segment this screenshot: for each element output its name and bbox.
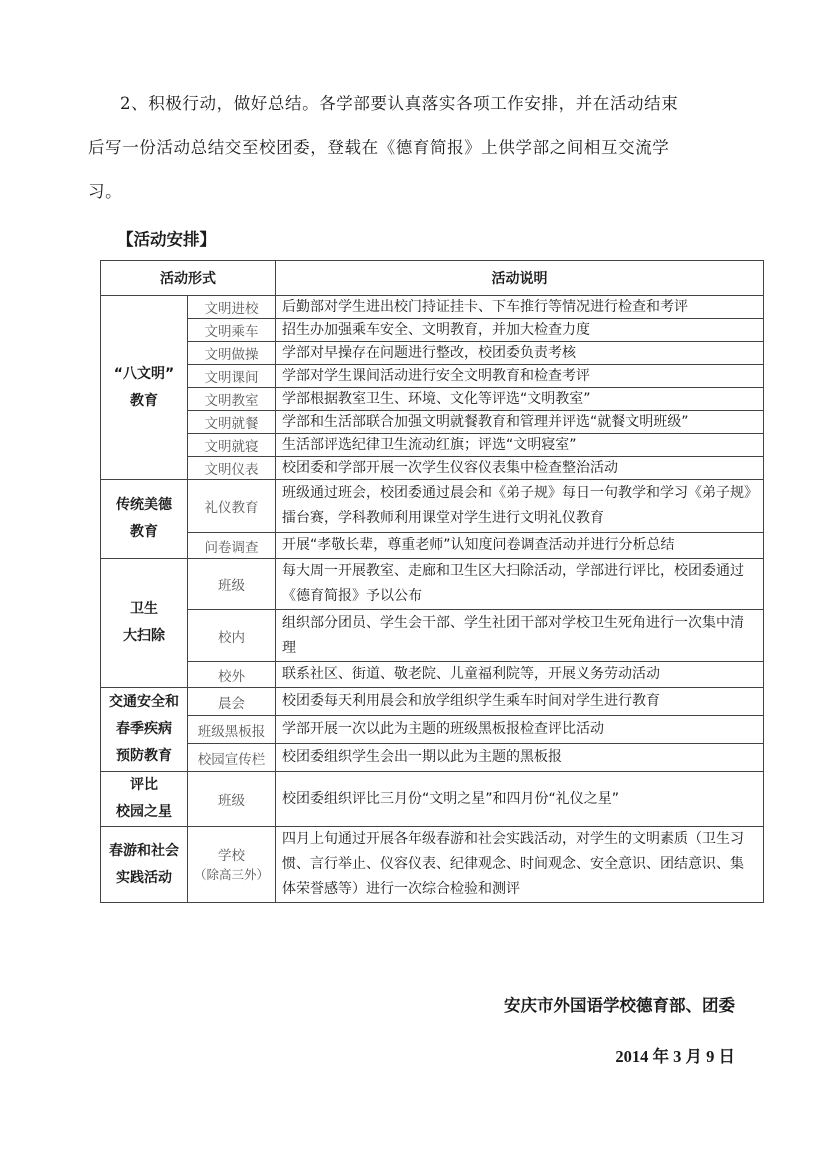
form-label: 学校 — [218, 847, 245, 864]
form-cell — [188, 662, 276, 688]
paragraph-line: 2、积极行动，做好总结。各学部要认真落实各项工作安排，并在活动结束 — [120, 94, 679, 113]
date: 2014 年 3 月 9 日 — [615, 1047, 735, 1066]
table-row — [101, 434, 764, 457]
category-label-line: 大扫除 — [123, 628, 165, 644]
category-label-line: 卫生 — [130, 601, 158, 617]
description-cell: 学部根据教室卫生、环境、文化等评选“文明教室” — [276, 388, 764, 411]
form-label: 文明乘车 — [204, 324, 259, 340]
description-cell: 四月上旬通过开展各年级春游和社会实践活动，对学生的文明素质（卫生习惯、言行举止、仪容仪表、纪律观念、时间观念、安全意识、团结意识、集体荣誉感等）进行一次综合检验和测评 — [276, 827, 764, 903]
category-label-line: “八文明” — [113, 365, 175, 382]
table-row — [101, 319, 764, 342]
table-row — [101, 533, 764, 559]
form-cell — [188, 744, 276, 772]
form-cell — [188, 388, 276, 411]
description-cell: 开展“孝敬长辈，尊重老师”认知度问卷调查活动并进行分析总结 — [276, 533, 764, 559]
description-cell: 联系社区、街道、敬老院、儿童福利院等，开展义务劳动活动 — [276, 662, 764, 688]
description-cell: 生活部评选纪律卫生流动红旗；评选“文明寝室” — [276, 434, 764, 457]
form-cell — [188, 319, 276, 342]
description-cell: 学部对学生课间活动进行安全文明教育和检查考评 — [276, 365, 764, 388]
form-label: 校外 — [218, 668, 245, 685]
category-label-line: 校园之星 — [116, 804, 172, 820]
form-label: 礼仪教育 — [204, 500, 259, 516]
table-row — [101, 480, 764, 533]
form-label: 晨会 — [218, 695, 245, 712]
description-cell: 组织部分团员、学生会干部、学生社团干部对学校卫生死角进行一次集中清理 — [276, 610, 764, 662]
form-cell — [188, 480, 276, 533]
description-cell: 校团委组织评比三月份“文明之星”和四月份“礼仪之星” — [276, 772, 764, 827]
activity-table — [100, 260, 764, 903]
category-cell — [101, 688, 188, 772]
table-row — [101, 365, 764, 388]
table-row — [101, 559, 764, 610]
category-cell — [101, 559, 188, 688]
form-cell — [188, 457, 276, 480]
form-cell — [188, 772, 276, 827]
table-row — [101, 716, 764, 744]
form-cell — [188, 296, 276, 319]
description-cell: 后勤部对学生进出校门持证挂卡、下车推行等情况进行检查和考评 — [276, 296, 764, 319]
table-row — [101, 827, 764, 903]
category-label-line: 春季疾病 — [116, 721, 172, 737]
form-cell — [188, 610, 276, 662]
category-label-line: 传统美德 — [116, 497, 172, 513]
form-label: 班级 — [218, 578, 245, 594]
form-cell — [188, 434, 276, 457]
form-label: 文明仪表 — [204, 462, 259, 478]
form-label: 问卷调查 — [204, 539, 259, 556]
category-cell — [101, 772, 188, 827]
form-label: 文明就餐 — [204, 416, 259, 432]
description-cell: 招生办加强乘车安全、文明教育，并加大检查力度 — [276, 319, 764, 342]
form-label: 文明教室 — [204, 393, 259, 409]
form-label: 校园宣传栏 — [197, 751, 266, 768]
description-cell: 学部对早操存在问题进行整改，校团委负责考核 — [276, 342, 764, 365]
form-label: 文明课间 — [204, 370, 259, 386]
category-label-line: 实践活动 — [116, 869, 172, 886]
form-sublabel: （除高三外） — [194, 866, 270, 882]
table-row — [101, 296, 764, 319]
category-label-line: 预防教育 — [116, 748, 172, 764]
form-label: 班级 — [218, 793, 245, 809]
form-label: 文明进校 — [204, 301, 259, 317]
form-label: 校内 — [218, 629, 245, 646]
paragraph-line: 后写一份活动总结交至校团委，登载在《德育简报》上供学部之间相互交流学 — [88, 138, 670, 157]
form-cell — [188, 365, 276, 388]
form-label: 班级黑板报 — [197, 723, 266, 740]
form-cell — [188, 411, 276, 434]
table-row — [101, 342, 764, 365]
form-label: 文明就寝 — [204, 439, 259, 455]
category-cell — [101, 480, 188, 559]
category-cell — [101, 296, 188, 480]
header-description: 活动说明 — [276, 261, 764, 296]
form-cell — [188, 827, 276, 903]
description-cell: 学部开展一次以此为主题的班级黑板报检查评比活动 — [276, 716, 764, 744]
description-cell: 校团委和学部开展一次学生仪容仪表集中检查整治活动 — [276, 457, 764, 480]
table-body — [101, 296, 764, 903]
table-row — [101, 457, 764, 480]
description-cell: 校团委每天利用晨会和放学组织学生乘车时间对学生进行教育 — [276, 688, 764, 716]
table-row — [101, 688, 764, 716]
category-cell — [101, 827, 188, 903]
table-header-row — [101, 261, 764, 296]
description-cell: 学部和生活部联合加强文明就餐教育和管理并评选“就餐文明班级” — [276, 411, 764, 434]
header-form: 活动形式 — [101, 261, 276, 296]
category-label-line: 评比 — [130, 777, 158, 793]
table-row — [101, 662, 764, 688]
intro-paragraph — [88, 82, 760, 214]
description-cell: 校团委组织学生会出一期以此为主题的黑板报 — [276, 744, 764, 772]
table-row — [101, 772, 764, 827]
table-row — [101, 610, 764, 662]
table-row — [101, 411, 764, 434]
description-cell: 班级通过班会，校团委通过晨会和《弟子规》每日一句教学和学习《弟子规》擂台赛，学科教师利用课堂对学生进行文明礼仪教育 — [276, 480, 764, 533]
table-row — [101, 744, 764, 772]
form-cell — [188, 559, 276, 610]
form-cell — [188, 716, 276, 744]
category-label-line: 教育 — [130, 392, 158, 409]
form-label: 文明做操 — [204, 347, 259, 363]
table-row — [101, 388, 764, 411]
signature: 安庆市外国语学校德育部、团委 — [504, 996, 735, 1015]
category-label-line: 交通安全和 — [109, 694, 179, 710]
category-label-line: 春游和社会 — [109, 842, 179, 859]
form-cell — [188, 342, 276, 365]
category-label-line: 教育 — [130, 524, 158, 540]
form-cell — [188, 688, 276, 716]
description-cell: 每大周一开展教室、走廊和卫生区大扫除活动，学部进行评比，校团委通过《德育简报》予以公布 — [276, 559, 764, 610]
paragraph-line: 习。 — [88, 182, 123, 201]
form-cell — [188, 533, 276, 559]
section-title: 【活动安排】 — [117, 230, 216, 249]
